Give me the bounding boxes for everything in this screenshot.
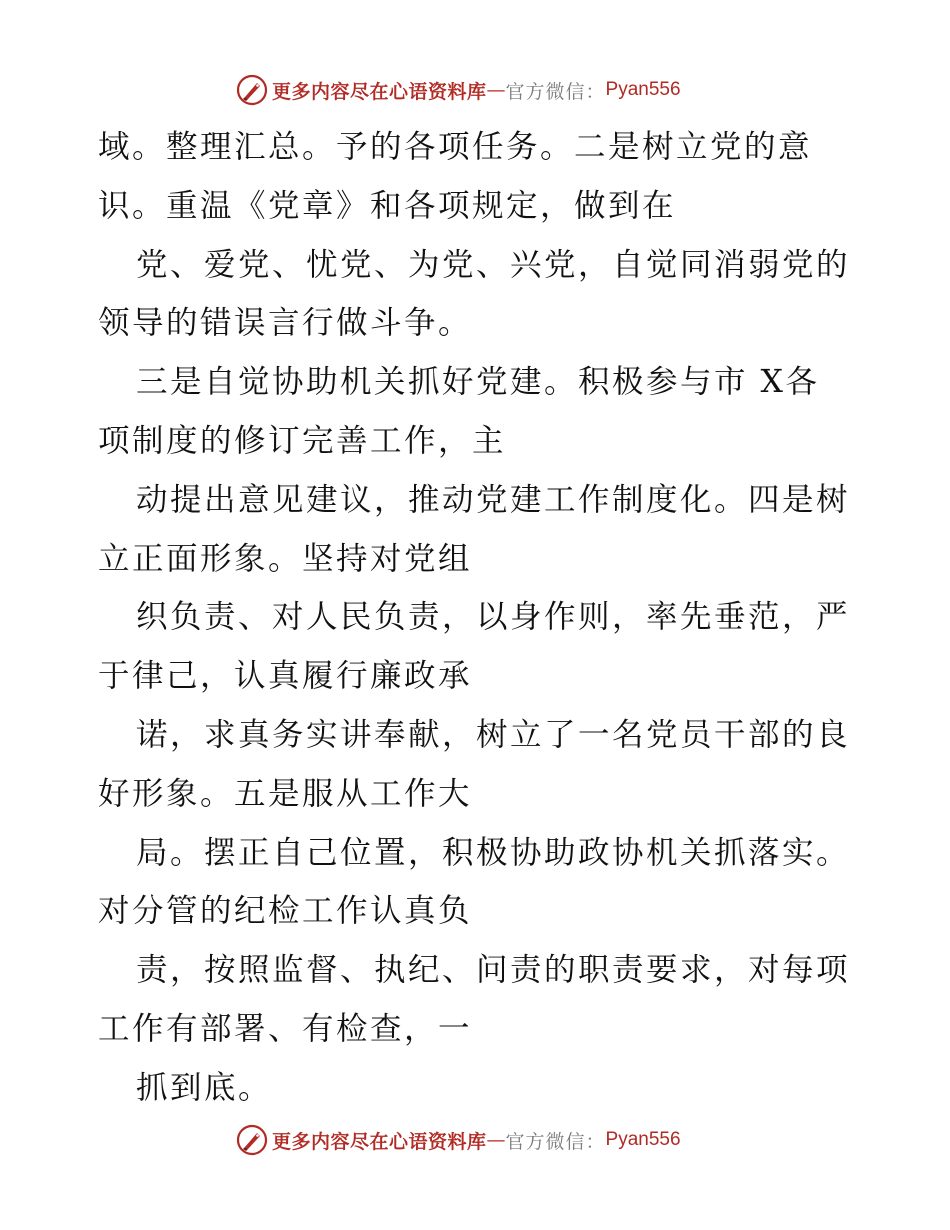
text-line: 织负责、对人民负责，以身作则，率先垂范，严: [136, 599, 851, 636]
pen-nib-logo-icon: [236, 1124, 268, 1156]
banner-dash: —: [486, 1129, 506, 1151]
text-line: 抓到底。: [136, 1069, 273, 1106]
banner-wechat-id: Pyan556: [605, 1129, 681, 1150]
footer-banner: [236, 1122, 681, 1158]
text-line: 工作有部署、有检查，一: [98, 1010, 473, 1047]
pen-nib-logo-icon: [236, 74, 268, 106]
text-line: 领导的错误言行做斗争。: [98, 305, 473, 342]
text-line: 三是自觉协助机关抓好党建。积极参与市 X各: [136, 364, 820, 401]
body-text: [98, 118, 858, 1118]
text-line: 诺，求真务实讲奉献，树立了一名党员干部的良: [136, 716, 851, 753]
text-line: 对分管的纪检工作认真负: [98, 893, 473, 930]
text-line: 立正面形象。坚持对党组: [98, 540, 473, 577]
banner-sub-text: 官方微信：: [505, 80, 606, 103]
text-line: 责，按照监督、执纪、问责的职责要求，对每项: [136, 952, 851, 989]
text-line: 识。重温《党章》和各项规定，做到在: [98, 187, 677, 224]
header-banner: [236, 72, 681, 108]
text-line: 好形象。五是服从工作大: [98, 775, 473, 812]
text-line: 于律己，认真履行廉政承: [98, 658, 473, 695]
text-line: 动提出意见建议，推动党建工作制度化。四是树: [136, 481, 851, 518]
text-line: 党、爱党、忧党、为党、兴党，自觉同消弱党的: [136, 246, 851, 283]
text-line: 局。摆正自己位置，积极协助政协机关抓落实。: [136, 834, 851, 871]
text-line: 域。整理汇总。予的各项任务。二是树立党的意: [98, 129, 813, 165]
banner-sub-text: 官方微信：: [505, 1130, 606, 1153]
banner-wechat-id: Pyan556: [605, 79, 681, 100]
banner-main-text: 更多内容尽在心语资料库: [272, 1130, 487, 1153]
text-line: 项制度的修订完善工作，主: [98, 422, 507, 459]
banner-dash: —: [486, 79, 506, 101]
banner-main-text: 更多内容尽在心语资料库: [272, 80, 487, 103]
